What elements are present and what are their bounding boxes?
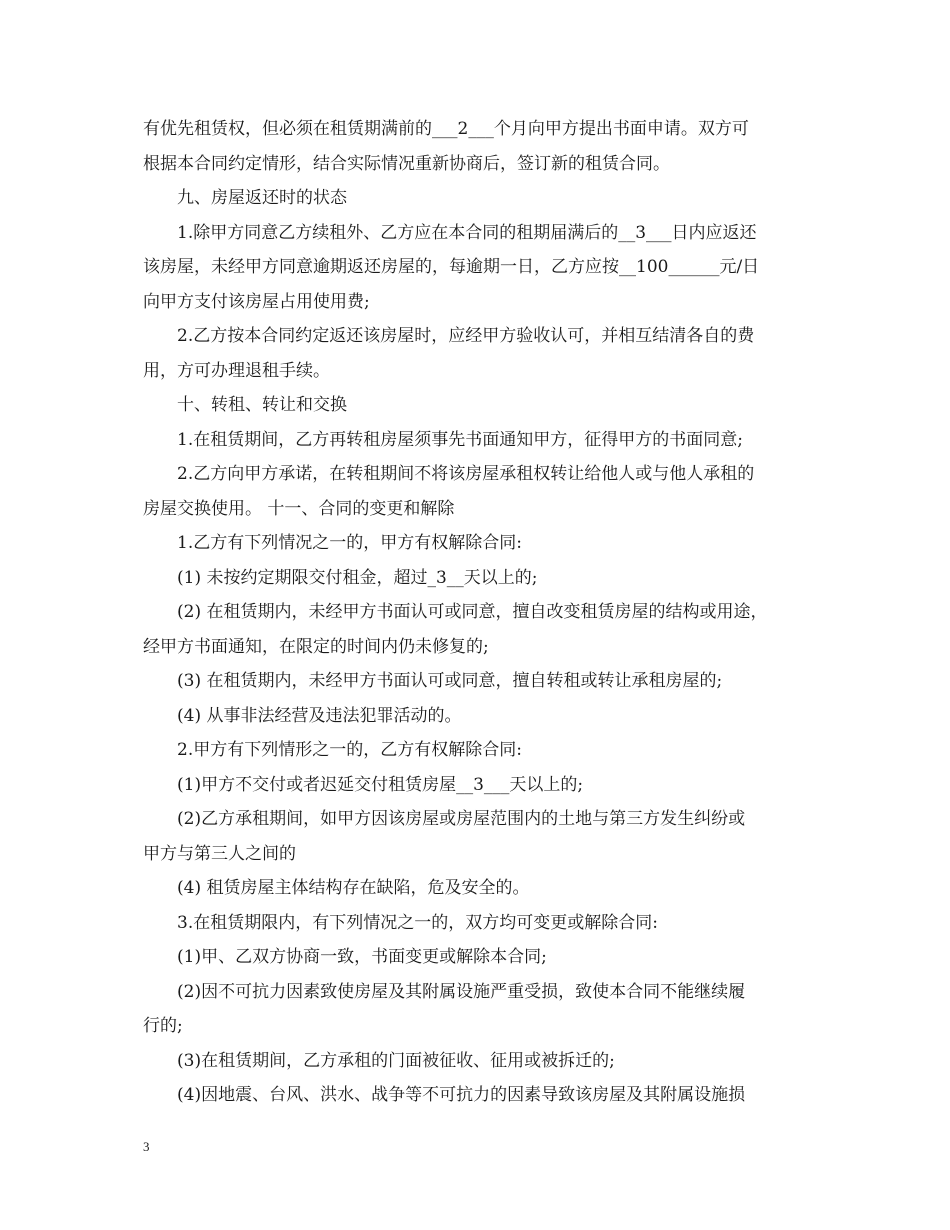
text-line: (3)在租赁期间，乙方承租的门面被征收、征用或被拆迁的;	[177, 1050, 615, 1071]
text-line: (4)因地震、台风、洪水、战争等不可抗力的因素导致该房屋及其附属设施损	[177, 1085, 746, 1105]
section-heading: 十、转租、转让和交换	[177, 395, 347, 415]
text-line: 1.乙方有下列情况之一的，甲方有权解除合同:	[177, 533, 522, 553]
text-line: 行的;	[143, 1016, 183, 1036]
text-line: 2.甲方有下列情形之一的，乙方有权解除合同:	[177, 740, 522, 760]
text-line: (1)甲方不交付或者迟延交付租赁房屋__3___天以上的;	[177, 774, 584, 795]
text-line: 房屋交换使用。 十一、合同的变更和解除	[143, 498, 455, 519]
document-body	[143, 112, 811, 1113]
text-line: 根据本合同约定情形，结合实际情况重新协商后，签订新的租赁合同。	[143, 153, 670, 174]
text-line: 经甲方书面通知，在限定的时间内仍未修复的;	[143, 636, 489, 657]
section-heading: 九、房屋返还时的状态	[177, 188, 347, 208]
text-line: (2) 在租赁期内，未经甲方书面认可或同意，擅自改变租赁房屋的结构或用途，	[177, 602, 768, 622]
text-line: 该房屋，未经甲方同意逾期返还房屋的，每逾期一日，乙方应按__100______元/日	[143, 257, 760, 277]
page-number: 3	[143, 1139, 150, 1154]
text-line: (1)甲、乙双方协商一致，书面变更或解除本合同;	[177, 947, 547, 967]
text-line: (4) 从事非法经营及违法犯罪活动的。	[177, 705, 462, 726]
text-line: (4) 租赁房屋主体结构存在缺陷，危及安全的。	[177, 878, 530, 898]
text-line: (1) 未按约定期限交付租金，超过_3__天以上的;	[177, 567, 538, 588]
text-line: 有优先租赁权，但必须在租赁期满前的___2___个月向甲方提出书面申请。双方可	[143, 119, 749, 139]
text-line: 2.乙方向甲方承诺，在转租期间不将该房屋承租权转让给他人或与他人承租的	[177, 464, 755, 484]
text-line: 用，方可办理退租手续。	[143, 360, 330, 381]
text-line: (3) 在租赁期内，未经甲方书面认可或同意，擅自转租或转让承租房屋的;	[177, 671, 723, 691]
text-line: 3.在租赁期限内，有下列情况之一的，双方均可变更或解除合同:	[177, 912, 658, 933]
text-line: (2)乙方承租期间，如甲方因该房屋或房屋范围内的土地与第三方发生纠纷或	[177, 809, 746, 829]
text-line: 2.乙方按本合同约定返还该房屋时，应经甲方验收认可，并相互结清各自的费	[177, 326, 755, 346]
text-line: 向甲方支付该房屋占用使用费;	[143, 291, 370, 312]
text-line: (2)因不可抗力因素致使房屋及其附属设施严重受损，致使本合同不能继续履	[177, 981, 746, 1002]
text-line: 1.在租赁期间，乙方再转租房屋须事先书面通知甲方，征得甲方的书面同意;	[177, 429, 743, 450]
text-line: 1.除甲方同意乙方续租外、乙方应在本合同的租期届满后的__3___日内应返还	[177, 222, 757, 243]
text-line: 甲方与第三人之间的	[143, 843, 296, 864]
